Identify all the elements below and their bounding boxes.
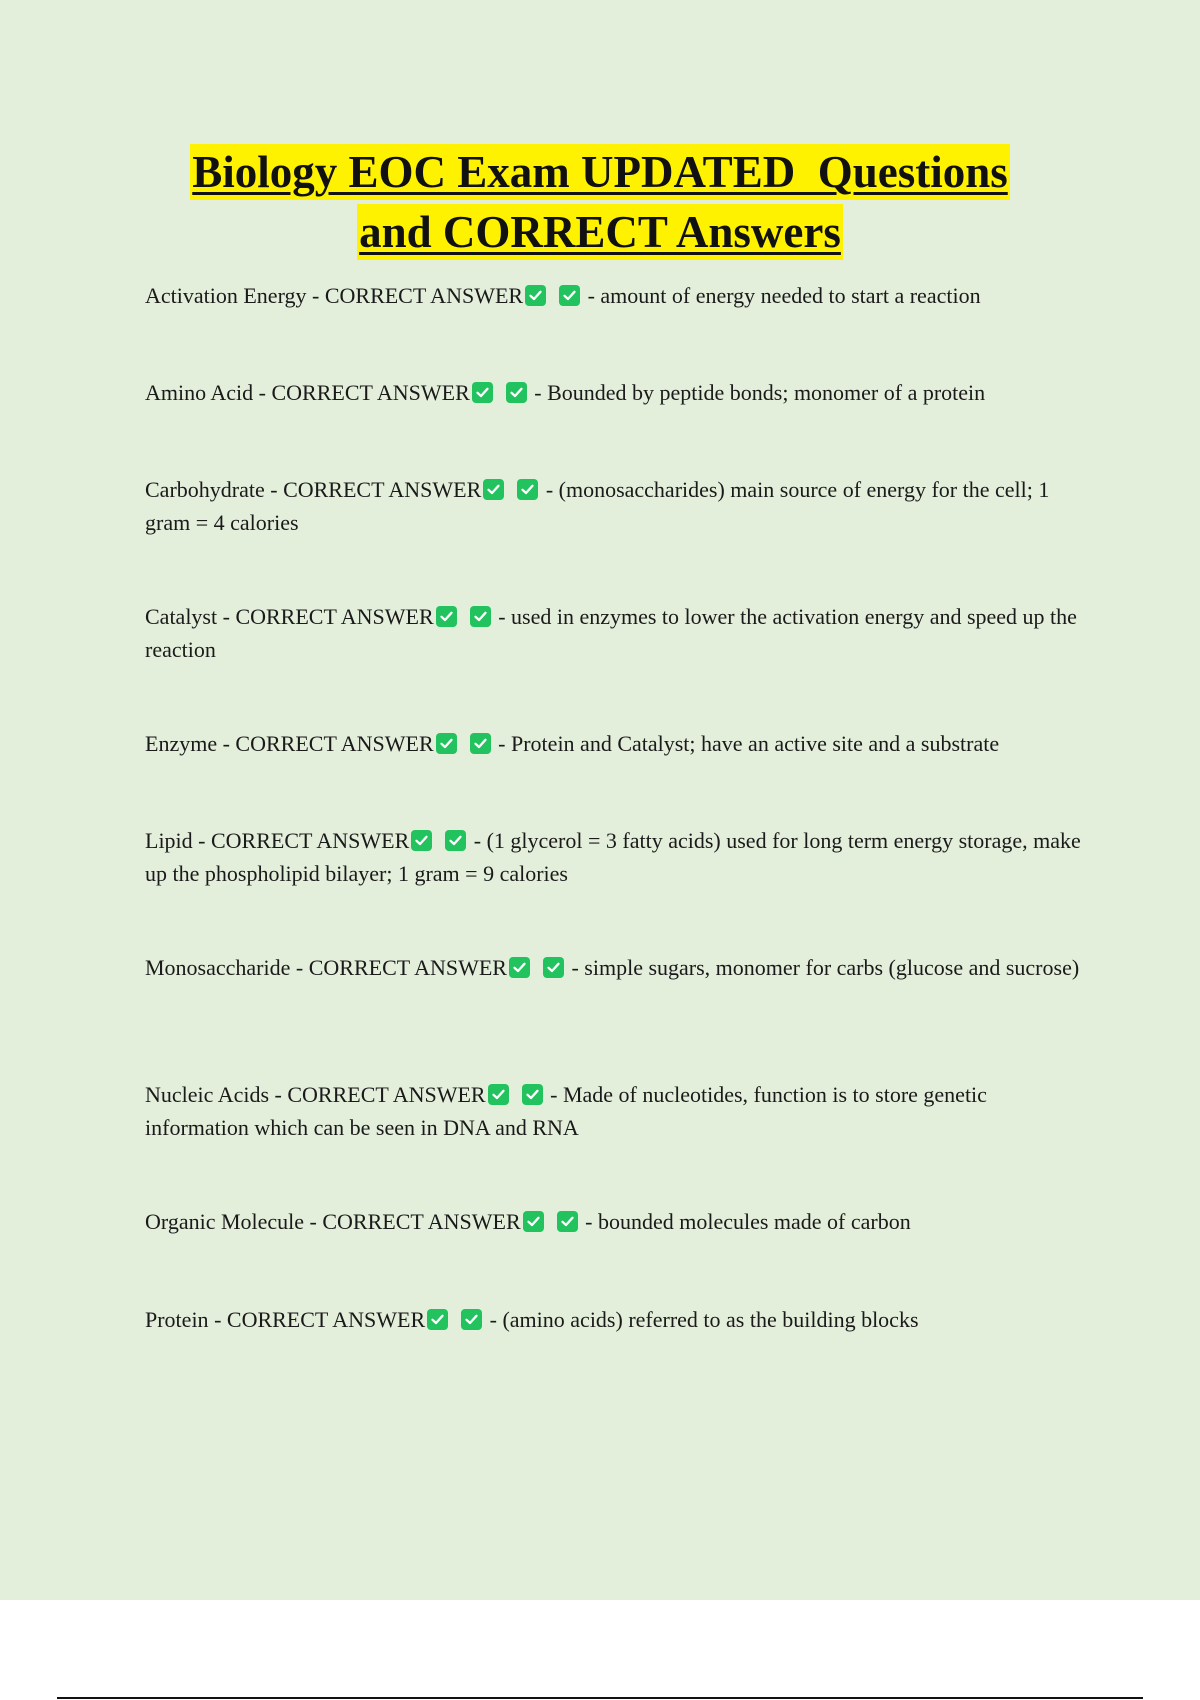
check-mark-icon <box>522 1084 543 1105</box>
correct-answer-label: CORRECT ANSWER <box>287 1082 486 1107</box>
entry-definition: Made of nucleotides, function is to store genetic information which can be seen in DNA and RNA <box>145 1082 987 1140</box>
check-mark-icon <box>445 830 466 851</box>
check-mark-icon <box>525 285 546 306</box>
correct-answer-label: CORRECT ANSWER <box>226 1307 426 1332</box>
definition-entry: Amino Acid - CORRECT ANSWER - Bounded by peptide bonds; monomer of a protein <box>145 380 986 405</box>
check-mark-icon <box>470 606 491 627</box>
entry-term: Lipid <box>145 828 193 853</box>
check-mark-icon <box>557 1211 578 1232</box>
entry-definition: Protein and Catalyst; have an active site and a substrate <box>511 731 1000 756</box>
definition-entry: Organic Molecule - CORRECT ANSWER - bounded molecules made of carbon <box>145 1209 911 1234</box>
entry-definition: simple sugars, monomer for carbs (glucose and sucrose) <box>584 955 1080 980</box>
check-mark-icon <box>436 606 457 627</box>
definition-entry: Protein - CORRECT ANSWER - (amino acids) referred to as the building blocks <box>145 1307 919 1332</box>
correct-answer-label: CORRECT ANSWER <box>283 477 482 502</box>
check-mark-icon <box>436 733 457 754</box>
entry-term: Protein <box>145 1307 209 1332</box>
check-mark-icon <box>461 1309 482 1330</box>
check-mark-icon <box>509 957 530 978</box>
correct-answer-label: CORRECT ANSWER <box>235 731 434 756</box>
definition-entry: Activation Energy - CORRECT ANSWER - amount of energy needed to start a reaction <box>145 283 981 308</box>
correct-answer-label: CORRECT ANSWER <box>322 1209 521 1234</box>
definition-entry: Enzyme - CORRECT ANSWER - Protein and Catalyst; have an active site and a substrate <box>145 731 1000 756</box>
check-mark-icon <box>543 957 564 978</box>
entry-definition: (1 glycerol = 3 fatty acids) used for long term energy storage, make up the phospholipid bilayer; 1 gram = 9 calories <box>145 828 1081 886</box>
entry-definition: Bounded by peptide bonds; monomer of a protein <box>547 380 986 405</box>
correct-answer-label: CORRECT ANSWER <box>235 604 434 629</box>
entry-definition: amount of energy needed to start a reaction <box>600 283 981 308</box>
check-mark-icon <box>427 1309 448 1330</box>
title-line-2: and CORRECT Answers <box>357 204 843 260</box>
definition-entry: Nucleic Acids - CORRECT ANSWER - Made of nucleotides, function is to store genetic information which can be seen in DNA and RNA <box>145 1082 987 1140</box>
entry-term: Catalyst <box>145 604 218 629</box>
correct-answer-label: CORRECT ANSWER <box>211 828 410 853</box>
footer-divider <box>57 1697 1143 1699</box>
entry-term: Carbohydrate <box>145 477 265 502</box>
correct-answer-label: CORRECT ANSWER <box>271 380 470 405</box>
check-mark-icon <box>411 830 432 851</box>
definition-entry: Lipid - CORRECT ANSWER - (1 glycerol = 3 fatty acids) used for long term energy storage, make up the phospholipid bilayer; 1 gram = 9 calories <box>145 828 1081 886</box>
check-mark-icon <box>488 1084 509 1105</box>
entry-term: Nucleic Acids <box>145 1082 270 1107</box>
entry-term: Enzyme <box>145 731 218 756</box>
definition-entry: Monosaccharide - CORRECT ANSWER - simple sugars, monomer for carbs (glucose and sucrose) <box>145 955 1080 980</box>
entry-term: Amino Acid <box>145 380 254 405</box>
check-mark-icon <box>517 479 538 500</box>
title-line-1: Biology EOC Exam UPDATED Questions <box>190 144 1010 200</box>
check-mark-icon <box>472 382 493 403</box>
definition-entry: Catalyst - CORRECT ANSWER - used in enzymes to lower the activation energy and speed up the reaction <box>145 604 1077 662</box>
entry-definition: (monosaccharides) main source of energy for the cell; 1 gram = 4 calories <box>145 477 1050 535</box>
entry-definition: bounded molecules made of carbon <box>597 1209 911 1234</box>
check-mark-icon <box>559 285 580 306</box>
correct-answer-label: CORRECT ANSWER <box>324 283 524 308</box>
entry-definition: (amino acids) referred to as the building blocks <box>502 1307 919 1332</box>
correct-answer-label: CORRECT ANSWER <box>308 955 507 980</box>
check-mark-icon <box>523 1211 544 1232</box>
check-mark-icon <box>470 733 491 754</box>
entry-term: Organic Molecule <box>145 1209 305 1234</box>
check-mark-icon <box>483 479 504 500</box>
entry-term: Monosaccharide <box>145 955 291 980</box>
document-title <box>0 144 1200 264</box>
entry-definition: used in enzymes to lower the activation energy and speed up the reaction <box>145 604 1077 662</box>
definition-entry: Carbohydrate - CORRECT ANSWER - (monosaccharides) main source of energy for the cell; 1 gram = 4 calories <box>145 477 1050 535</box>
entry-term: Activation Energy <box>145 283 307 308</box>
check-mark-icon <box>506 382 527 403</box>
